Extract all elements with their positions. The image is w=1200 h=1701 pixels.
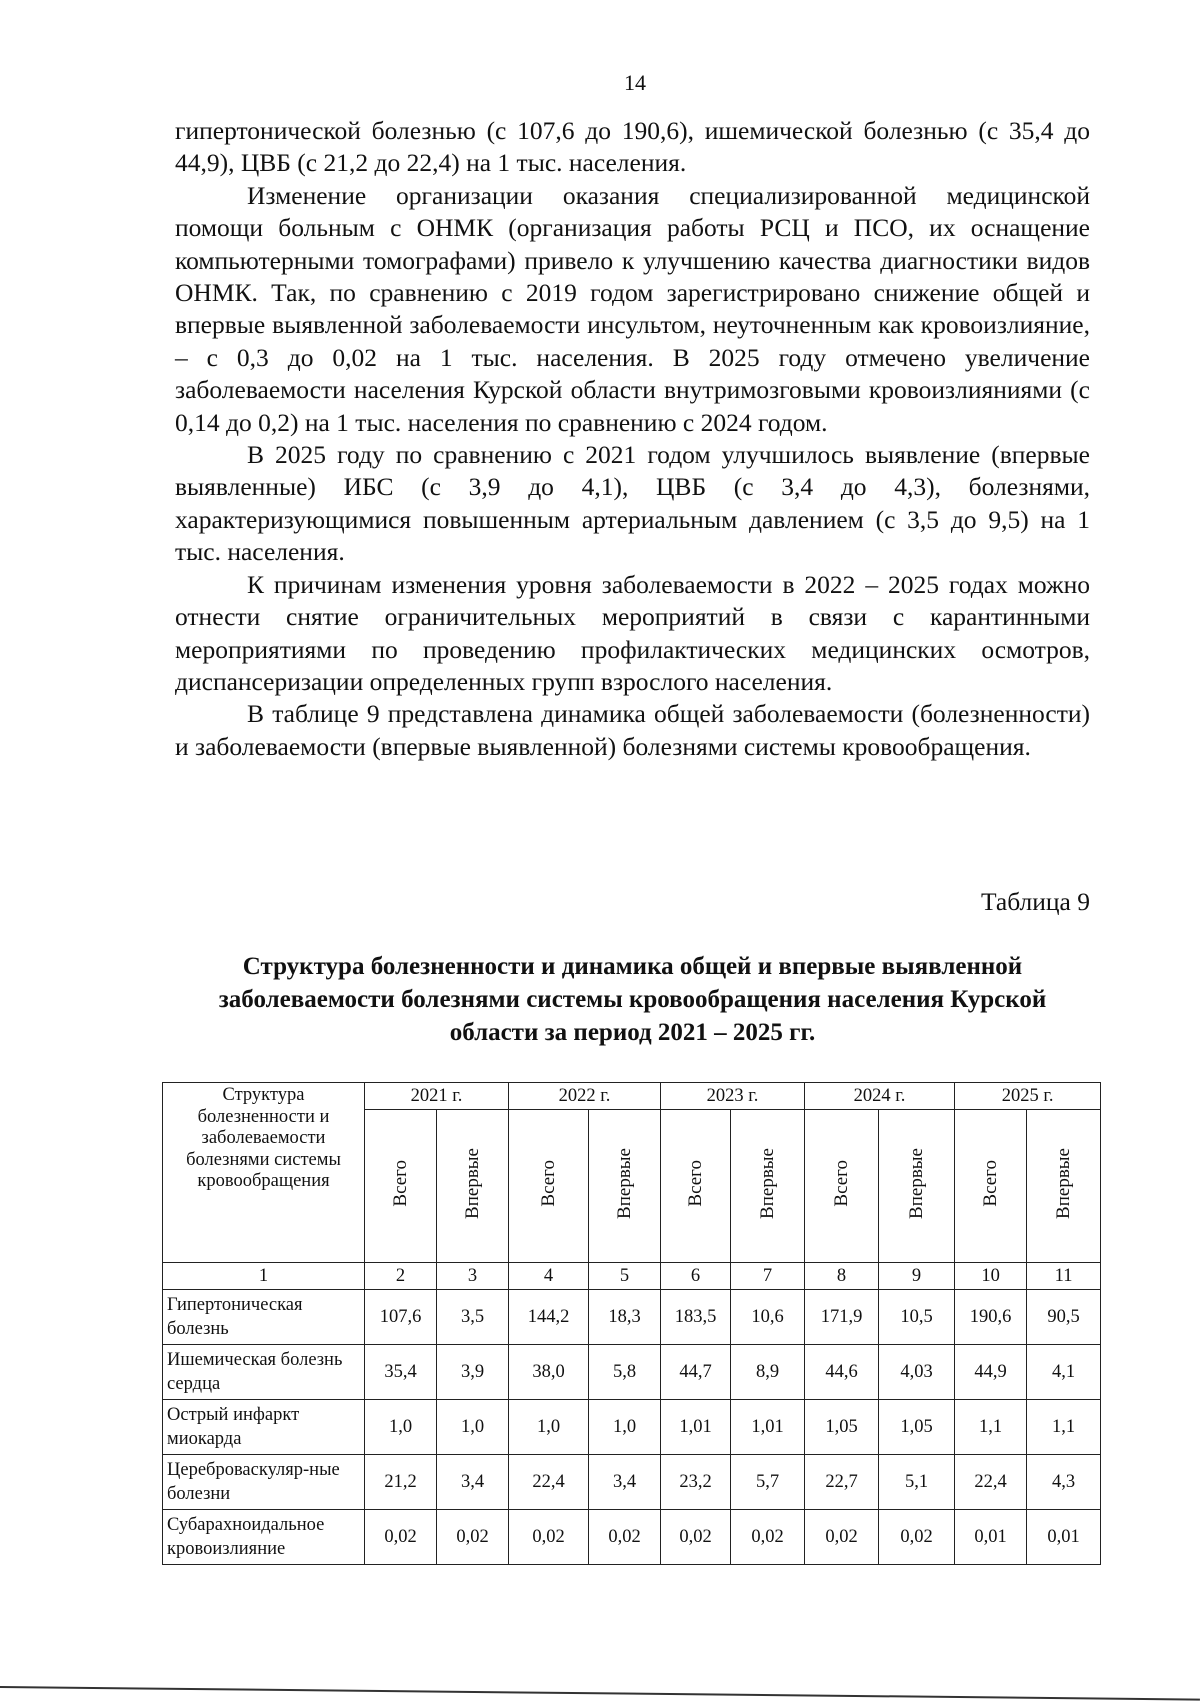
table-cell: 0,02	[365, 1510, 437, 1565]
table-cell: 5,8	[589, 1345, 661, 1400]
subheader-total: Всего	[661, 1110, 731, 1263]
row-label: Цереброваскуляр-ные болезни	[163, 1455, 365, 1510]
subheader-total: Всего	[365, 1110, 437, 1263]
table-cell: 1,1	[1027, 1400, 1101, 1455]
table-cell: 1,05	[879, 1400, 955, 1455]
year-header: 2021 г.	[365, 1083, 509, 1110]
table-cell: 90,5	[1027, 1290, 1101, 1345]
column-number-row	[163, 1263, 1101, 1290]
table-cell: 171,9	[805, 1290, 879, 1345]
paragraph: В 2025 году по сравнению с 2021 годом улучшилось выявление (впервые выявленные) ИБС (с 3,9 до 4,1), ЦВБ (с 3,4 до 4,3), болезнями, характеризующимися повышенным артериальным давлением (с 3,5 до 9,5) на 1 тыс. населения.	[175, 440, 1090, 567]
column-number: 5	[589, 1263, 661, 1290]
table-cell: 0,02	[661, 1510, 731, 1565]
column-number: 11	[1027, 1263, 1101, 1290]
column-number: 9	[879, 1263, 955, 1290]
subheader-total: Всего	[509, 1110, 589, 1263]
table-cell: 0,02	[589, 1510, 661, 1565]
year-header: 2025 г.	[955, 1083, 1101, 1110]
year-header: 2024 г.	[805, 1083, 955, 1110]
table-cell: 3,5	[437, 1290, 509, 1345]
subheader-first-time: Впервые	[1027, 1110, 1101, 1263]
subheader-first-time: Впервые	[731, 1110, 805, 1263]
paragraph: В таблице 9 представлена динамика общей заболеваемости (болезненности) и заболеваемости (впервые выявленной) болезнями системы кровообращения.	[175, 699, 1090, 761]
table-cell: 4,1	[1027, 1345, 1101, 1400]
subheader-first-time: Впервые	[879, 1110, 955, 1263]
table-cell: 1,0	[589, 1400, 661, 1455]
table-cell: 3,9	[437, 1345, 509, 1400]
table-cell: 23,2	[661, 1455, 731, 1510]
table-cell: 44,7	[661, 1345, 731, 1400]
table-cell: 1,0	[365, 1400, 437, 1455]
paragraph: К причинам изменения уровня заболеваемости в 2022 – 2025 годах можно отнести снятие ограничительных мероприятий в связи с карантинными мероприятиями по проведению профилактических медицинских осмотров, диспансеризации определенных групп взрослого населения.	[175, 569, 1090, 696]
table-label: Таблица 9	[980, 887, 1090, 916]
table-cell: 1,0	[509, 1400, 589, 1455]
table-cell: 1,0	[437, 1400, 509, 1455]
corner-header: Структура болезненности и заболеваемости болезнями системы кровообращения	[163, 1083, 365, 1263]
table-cell: 3,4	[437, 1455, 509, 1510]
paragraph: гипертонической болезнью (с 107,6 до 190,6), ишемической болезнью (с 35,4 до 44,9), ЦВБ (с 21,2 до 22,4) на 1 тыс. населения.	[175, 116, 1090, 178]
subheader-total: Всего	[805, 1110, 879, 1263]
table-cell: 190,6	[955, 1290, 1027, 1345]
table-cell: 5,7	[731, 1455, 805, 1510]
table-row	[163, 1510, 1101, 1565]
subheader-first-time: Впервые	[437, 1110, 509, 1263]
year-header: 2023 г.	[661, 1083, 805, 1110]
table-cell: 21,2	[365, 1455, 437, 1510]
page-number: 14	[624, 70, 646, 95]
table-row	[163, 1345, 1101, 1400]
table-cell: 144,2	[509, 1290, 589, 1345]
morbidity-table	[162, 1082, 1101, 1565]
table-row	[163, 1455, 1101, 1510]
subheader-first-time: Впервые	[589, 1110, 661, 1263]
table-cell: 0,01	[1027, 1510, 1101, 1565]
table-cell: 183,5	[661, 1290, 731, 1345]
scan-edge-line	[0, 1686, 1200, 1701]
table-cell: 18,3	[589, 1290, 661, 1345]
column-number: 10	[955, 1263, 1027, 1290]
table-cell: 1,01	[661, 1400, 731, 1455]
table-cell: 0,02	[437, 1510, 509, 1565]
table-cell: 44,9	[955, 1345, 1027, 1400]
column-number: 8	[805, 1263, 879, 1290]
column-number: 6	[661, 1263, 731, 1290]
column-number: 4	[509, 1263, 589, 1290]
table-row	[163, 1290, 1101, 1345]
table-cell: 4,03	[879, 1345, 955, 1400]
table-cell: 4,3	[1027, 1455, 1101, 1510]
column-number: 3	[437, 1263, 509, 1290]
row-label: Гипертоническая болезнь	[163, 1290, 365, 1345]
column-number: 2	[365, 1263, 437, 1290]
table-cell: 3,4	[589, 1455, 661, 1510]
table-cell: 0,02	[879, 1510, 955, 1565]
column-number: 7	[731, 1263, 805, 1290]
paragraph: Изменение организации оказания специализированной медицинской помощи больным с ОНМК (организация работы РСЦ и ПСО, их оснащение компьютерными томографами) привело к улучшению качества диагностики видов ОНМК. Так, по сравнению с 2019 годом зарегистрировано снижение общей и впервые выявленной заболеваемости инсультом, неуточненным как кровоизлияние, – с 0,3 до 0,02 на 1 тыс. населения. В 2025 году отмечено увеличение заболеваемости населения Курской области внутримозговыми кровоизлияниями (с 0,14 до 0,2) на 1 тыс. населения по сравнению с 2024 годом.	[175, 180, 1090, 437]
row-label: Ишемическая болезнь сердца	[163, 1345, 365, 1400]
table-cell: 1,05	[805, 1400, 879, 1455]
subheader-total: Всего	[955, 1110, 1027, 1263]
table-cell: 107,6	[365, 1290, 437, 1345]
year-header: 2022 г.	[509, 1083, 661, 1110]
row-label: Субарахноидальное кровоизлияние	[163, 1510, 365, 1565]
row-label: Острый инфаркт миокарда	[163, 1400, 365, 1455]
table-cell: 44,6	[805, 1345, 879, 1400]
column-number: 1	[163, 1263, 365, 1290]
table-cell: 22,7	[805, 1455, 879, 1510]
table-cell: 38,0	[509, 1345, 589, 1400]
body-text	[175, 115, 1090, 763]
table-cell: 1,01	[731, 1400, 805, 1455]
table-cell: 0,02	[731, 1510, 805, 1565]
table-cell: 22,4	[955, 1455, 1027, 1510]
table-cell: 0,01	[955, 1510, 1027, 1565]
table-cell: 10,6	[731, 1290, 805, 1345]
table-cell: 1,1	[955, 1400, 1027, 1455]
table-cell: 0,02	[805, 1510, 879, 1565]
table-cell: 5,1	[879, 1455, 955, 1510]
table-cell: 0,02	[509, 1510, 589, 1565]
table-title: Структура болезненности и динамика общей и впервые выявленной заболеваемости болезнями системы кровообращения населения Курской области за период 2021 – 2025 гг.	[218, 953, 1047, 1046]
table-cell: 35,4	[365, 1345, 437, 1400]
table-cell: 10,5	[879, 1290, 955, 1345]
table-cell: 22,4	[509, 1455, 589, 1510]
table-cell: 8,9	[731, 1345, 805, 1400]
table-row	[163, 1400, 1101, 1455]
